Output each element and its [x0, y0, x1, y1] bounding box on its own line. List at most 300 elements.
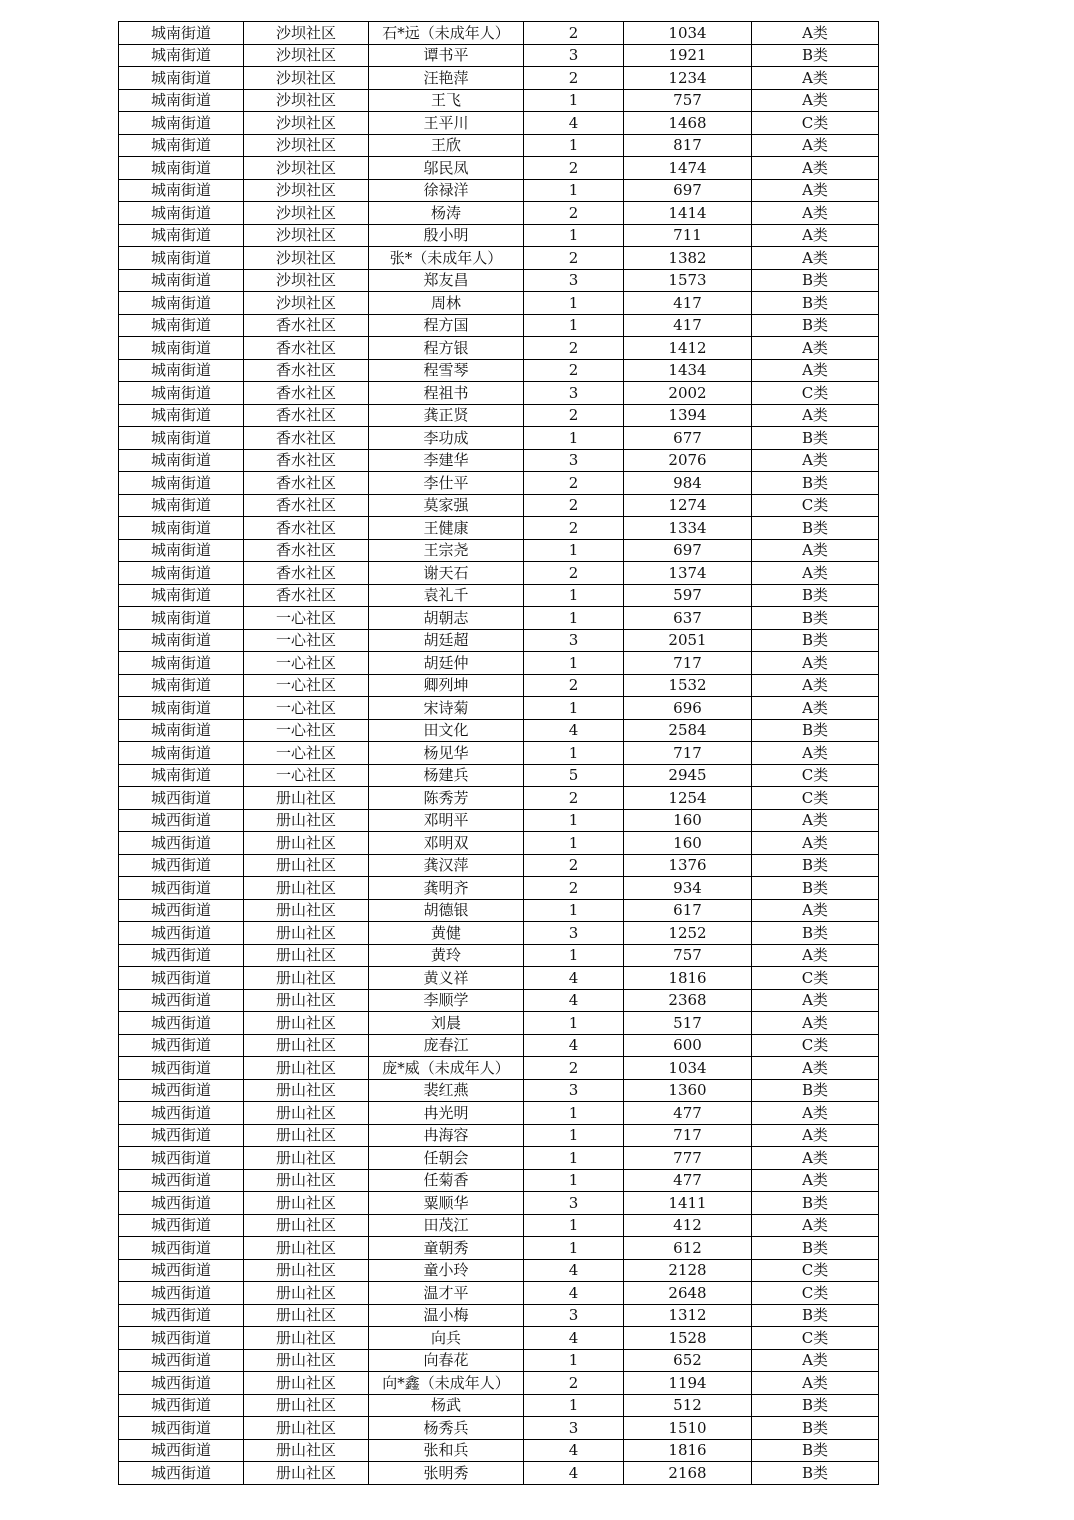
amount-cell: 2945 [624, 764, 752, 787]
community-cell: 册山社区 [244, 989, 369, 1012]
name-cell: 向*鑫（未成年人） [369, 1372, 524, 1395]
name-cell: 李仕平 [369, 472, 524, 495]
table-row [119, 989, 879, 1012]
name-cell: 莫家强 [369, 494, 524, 517]
community-cell: 一心社区 [244, 764, 369, 787]
household-size-cell: 1 [524, 539, 624, 562]
household-size-cell: 2 [524, 404, 624, 427]
category-cell: B类 [752, 1192, 879, 1215]
name-cell: 王欣 [369, 134, 524, 157]
household-size-cell: 1 [524, 607, 624, 630]
amount-cell: 1510 [624, 1417, 752, 1440]
name-cell: 刘晨 [369, 1012, 524, 1035]
street-cell: 城西街道 [119, 854, 244, 877]
amount-cell: 777 [624, 1147, 752, 1170]
street-cell: 城西街道 [119, 1124, 244, 1147]
table-row [119, 1282, 879, 1305]
category-cell: B类 [752, 584, 879, 607]
category-cell: A类 [752, 359, 879, 382]
name-cell: 卿列坤 [369, 674, 524, 697]
table-row [119, 112, 879, 135]
amount-cell: 1374 [624, 562, 752, 585]
category-cell: A类 [752, 157, 879, 180]
table-row [119, 1012, 879, 1035]
name-cell: 杨秀兵 [369, 1417, 524, 1440]
household-size-cell: 1 [524, 1102, 624, 1125]
category-cell: B类 [752, 269, 879, 292]
amount-cell: 696 [624, 697, 752, 720]
amount-cell: 637 [624, 607, 752, 630]
name-cell: 胡朝志 [369, 607, 524, 630]
category-cell: A类 [752, 1169, 879, 1192]
household-size-cell: 1 [524, 1394, 624, 1417]
street-cell: 城西街道 [119, 1169, 244, 1192]
category-cell: B类 [752, 1394, 879, 1417]
street-cell: 城西街道 [119, 1304, 244, 1327]
table-row [119, 787, 879, 810]
category-cell: A类 [752, 179, 879, 202]
amount-cell: 652 [624, 1349, 752, 1372]
community-cell: 沙坝社区 [244, 112, 369, 135]
street-cell: 城西街道 [119, 967, 244, 990]
household-size-cell: 1 [524, 832, 624, 855]
category-cell: B类 [752, 607, 879, 630]
name-cell: 田茂江 [369, 1214, 524, 1237]
amount-cell: 477 [624, 1169, 752, 1192]
table-row [119, 652, 879, 675]
community-cell: 册山社区 [244, 1169, 369, 1192]
name-cell: 龚汉萍 [369, 854, 524, 877]
category-cell: A类 [752, 832, 879, 855]
community-cell: 册山社区 [244, 809, 369, 832]
name-cell: 童小玲 [369, 1259, 524, 1282]
table-row [119, 1349, 879, 1372]
table-row [119, 1102, 879, 1125]
street-cell: 城南街道 [119, 629, 244, 652]
community-cell: 册山社区 [244, 1259, 369, 1282]
name-cell: 裴红燕 [369, 1079, 524, 1102]
table-row [119, 517, 879, 540]
street-cell: 城南街道 [119, 202, 244, 225]
community-cell: 册山社区 [244, 854, 369, 877]
name-cell: 胡廷超 [369, 629, 524, 652]
household-size-cell: 2 [524, 67, 624, 90]
table-row [119, 584, 879, 607]
category-cell: C类 [752, 1282, 879, 1305]
community-cell: 册山社区 [244, 899, 369, 922]
amount-cell: 717 [624, 652, 752, 675]
amount-cell: 1921 [624, 44, 752, 67]
table-row [119, 1214, 879, 1237]
category-cell: A类 [752, 1214, 879, 1237]
category-cell: B类 [752, 1237, 879, 1260]
name-cell: 杨涛 [369, 202, 524, 225]
community-cell: 沙坝社区 [244, 44, 369, 67]
household-size-cell: 3 [524, 1192, 624, 1215]
amount-cell: 2128 [624, 1259, 752, 1282]
street-cell: 城西街道 [119, 1327, 244, 1350]
household-size-cell: 4 [524, 1327, 624, 1350]
household-size-cell: 3 [524, 1304, 624, 1327]
household-size-cell: 2 [524, 247, 624, 270]
community-cell: 香水社区 [244, 494, 369, 517]
amount-cell: 2051 [624, 629, 752, 652]
name-cell: 温才平 [369, 1282, 524, 1305]
household-size-cell: 2 [524, 337, 624, 360]
street-cell: 城西街道 [119, 1282, 244, 1305]
community-cell: 沙坝社区 [244, 292, 369, 315]
amount-cell: 1412 [624, 337, 752, 360]
street-cell: 城西街道 [119, 1102, 244, 1125]
street-cell: 城南街道 [119, 382, 244, 405]
category-cell: B类 [752, 1079, 879, 1102]
community-cell: 香水社区 [244, 337, 369, 360]
category-cell: A类 [752, 247, 879, 270]
street-cell: 城南街道 [119, 584, 244, 607]
amount-cell: 512 [624, 1394, 752, 1417]
community-cell: 册山社区 [244, 1034, 369, 1057]
community-cell: 沙坝社区 [244, 269, 369, 292]
name-cell: 袁礼千 [369, 584, 524, 607]
street-cell: 城西街道 [119, 1439, 244, 1462]
amount-cell: 1468 [624, 112, 752, 135]
table-row [119, 472, 879, 495]
amount-cell: 1034 [624, 22, 752, 45]
street-cell: 城南街道 [119, 494, 244, 517]
household-size-cell: 2 [524, 562, 624, 585]
community-cell: 沙坝社区 [244, 22, 369, 45]
amount-cell: 1376 [624, 854, 752, 877]
table-row [119, 1439, 879, 1462]
name-cell: 童朝秀 [369, 1237, 524, 1260]
category-cell: C类 [752, 764, 879, 787]
household-size-cell: 1 [524, 1124, 624, 1147]
community-cell: 册山社区 [244, 1439, 369, 1462]
table-row [119, 967, 879, 990]
household-size-cell: 2 [524, 1372, 624, 1395]
table-row [119, 89, 879, 112]
household-size-cell: 3 [524, 1417, 624, 1440]
amount-cell: 2648 [624, 1282, 752, 1305]
name-cell: 邓明双 [369, 832, 524, 855]
table-row [119, 832, 879, 855]
household-size-cell: 2 [524, 854, 624, 877]
category-cell: A类 [752, 539, 879, 562]
category-cell: B类 [752, 854, 879, 877]
household-size-cell: 2 [524, 674, 624, 697]
community-cell: 沙坝社区 [244, 224, 369, 247]
allowance-table [118, 21, 879, 1485]
household-size-cell: 2 [524, 877, 624, 900]
name-cell: 李建华 [369, 449, 524, 472]
table-row [119, 1462, 879, 1485]
table-row [119, 449, 879, 472]
category-cell: A类 [752, 1102, 879, 1125]
household-size-cell: 2 [524, 472, 624, 495]
community-cell: 香水社区 [244, 427, 369, 450]
category-cell: A类 [752, 1372, 879, 1395]
household-size-cell: 2 [524, 1057, 624, 1080]
household-size-cell: 1 [524, 1169, 624, 1192]
category-cell: B类 [752, 314, 879, 337]
name-cell: 向春花 [369, 1349, 524, 1372]
street-cell: 城西街道 [119, 1394, 244, 1417]
category-cell: A类 [752, 989, 879, 1012]
household-size-cell: 2 [524, 787, 624, 810]
category-cell: A类 [752, 1012, 879, 1035]
category-cell: A类 [752, 89, 879, 112]
category-cell: A类 [752, 404, 879, 427]
community-cell: 册山社区 [244, 1282, 369, 1305]
street-cell: 城西街道 [119, 1462, 244, 1485]
amount-cell: 1312 [624, 1304, 752, 1327]
household-size-cell: 3 [524, 449, 624, 472]
household-size-cell: 1 [524, 944, 624, 967]
community-cell: 沙坝社区 [244, 179, 369, 202]
community-cell: 册山社区 [244, 1102, 369, 1125]
name-cell: 徐禄洋 [369, 179, 524, 202]
name-cell: 任朝会 [369, 1147, 524, 1170]
amount-cell: 1274 [624, 494, 752, 517]
household-size-cell: 4 [524, 1034, 624, 1057]
community-cell: 香水社区 [244, 359, 369, 382]
table-row [119, 629, 879, 652]
table-row [119, 697, 879, 720]
household-size-cell: 3 [524, 629, 624, 652]
amount-cell: 757 [624, 944, 752, 967]
category-cell: A类 [752, 697, 879, 720]
category-cell: B类 [752, 719, 879, 742]
name-cell: 冉海容 [369, 1124, 524, 1147]
table-row [119, 314, 879, 337]
household-size-cell: 3 [524, 922, 624, 945]
community-cell: 册山社区 [244, 1192, 369, 1215]
street-cell: 城南街道 [119, 427, 244, 450]
amount-cell: 1194 [624, 1372, 752, 1395]
community-cell: 册山社区 [244, 1327, 369, 1350]
table-row [119, 269, 879, 292]
street-cell: 城南街道 [119, 562, 244, 585]
amount-cell: 1573 [624, 269, 752, 292]
name-cell: 任菊香 [369, 1169, 524, 1192]
amount-cell: 711 [624, 224, 752, 247]
household-size-cell: 2 [524, 517, 624, 540]
amount-cell: 717 [624, 742, 752, 765]
amount-cell: 1252 [624, 922, 752, 945]
name-cell: 石*远（未成年人） [369, 22, 524, 45]
category-cell: C类 [752, 787, 879, 810]
table-row [119, 899, 879, 922]
name-cell: 程方国 [369, 314, 524, 337]
category-cell: C类 [752, 967, 879, 990]
amount-cell: 1234 [624, 67, 752, 90]
category-cell: B类 [752, 427, 879, 450]
category-cell: B类 [752, 1417, 879, 1440]
household-size-cell: 1 [524, 179, 624, 202]
table-row [119, 854, 879, 877]
street-cell: 城南街道 [119, 22, 244, 45]
category-cell: A类 [752, 67, 879, 90]
street-cell: 城南街道 [119, 719, 244, 742]
category-cell: B类 [752, 629, 879, 652]
amount-cell: 934 [624, 877, 752, 900]
table-row [119, 202, 879, 225]
table-row [119, 359, 879, 382]
street-cell: 城西街道 [119, 832, 244, 855]
household-size-cell: 4 [524, 1282, 624, 1305]
household-size-cell: 4 [524, 1439, 624, 1462]
street-cell: 城西街道 [119, 1349, 244, 1372]
amount-cell: 1034 [624, 1057, 752, 1080]
amount-cell: 477 [624, 1102, 752, 1125]
name-cell: 王健康 [369, 517, 524, 540]
street-cell: 城南街道 [119, 607, 244, 630]
amount-cell: 2002 [624, 382, 752, 405]
household-size-cell: 4 [524, 1259, 624, 1282]
category-cell: A类 [752, 742, 879, 765]
amount-cell: 1528 [624, 1327, 752, 1350]
category-cell: B类 [752, 1439, 879, 1462]
category-cell: A类 [752, 899, 879, 922]
table-row [119, 1394, 879, 1417]
household-size-cell: 4 [524, 989, 624, 1012]
table-row [119, 1124, 879, 1147]
street-cell: 城南街道 [119, 89, 244, 112]
category-cell: C类 [752, 494, 879, 517]
community-cell: 一心社区 [244, 652, 369, 675]
amount-cell: 984 [624, 472, 752, 495]
community-cell: 香水社区 [244, 449, 369, 472]
table-row [119, 157, 879, 180]
name-cell: 庞春江 [369, 1034, 524, 1057]
table-row [119, 224, 879, 247]
community-cell: 一心社区 [244, 697, 369, 720]
community-cell: 香水社区 [244, 562, 369, 585]
community-cell: 香水社区 [244, 314, 369, 337]
household-size-cell: 1 [524, 89, 624, 112]
household-size-cell: 4 [524, 1462, 624, 1485]
table-row [119, 674, 879, 697]
category-cell: C类 [752, 1259, 879, 1282]
table-row [119, 1034, 879, 1057]
table-row [119, 247, 879, 270]
name-cell: 龚明齐 [369, 877, 524, 900]
community-cell: 一心社区 [244, 607, 369, 630]
table-row [119, 1169, 879, 1192]
street-cell: 城南街道 [119, 67, 244, 90]
community-cell: 册山社区 [244, 1349, 369, 1372]
community-cell: 册山社区 [244, 1214, 369, 1237]
community-cell: 香水社区 [244, 382, 369, 405]
street-cell: 城南街道 [119, 359, 244, 382]
amount-cell: 1360 [624, 1079, 752, 1102]
community-cell: 香水社区 [244, 584, 369, 607]
amount-cell: 697 [624, 539, 752, 562]
community-cell: 沙坝社区 [244, 67, 369, 90]
amount-cell: 2168 [624, 1462, 752, 1485]
street-cell: 城南街道 [119, 697, 244, 720]
name-cell: 温小梅 [369, 1304, 524, 1327]
community-cell: 沙坝社区 [244, 157, 369, 180]
street-cell: 城西街道 [119, 1147, 244, 1170]
community-cell: 册山社区 [244, 922, 369, 945]
category-cell: A类 [752, 562, 879, 585]
table-row [119, 292, 879, 315]
household-size-cell: 1 [524, 224, 624, 247]
amount-cell: 517 [624, 1012, 752, 1035]
community-cell: 沙坝社区 [244, 89, 369, 112]
community-cell: 一心社区 [244, 629, 369, 652]
amount-cell: 1382 [624, 247, 752, 270]
name-cell: 杨建兵 [369, 764, 524, 787]
street-cell: 城南街道 [119, 247, 244, 270]
household-size-cell: 3 [524, 44, 624, 67]
category-cell: A类 [752, 944, 879, 967]
household-size-cell: 2 [524, 494, 624, 517]
name-cell: 庞*威（未成年人） [369, 1057, 524, 1080]
table-row [119, 22, 879, 45]
name-cell: 宋诗菊 [369, 697, 524, 720]
household-size-cell: 1 [524, 427, 624, 450]
category-cell: A类 [752, 134, 879, 157]
name-cell: 王宗尧 [369, 539, 524, 562]
table-row [119, 44, 879, 67]
name-cell: 黄义祥 [369, 967, 524, 990]
category-cell: C类 [752, 382, 879, 405]
community-cell: 香水社区 [244, 472, 369, 495]
name-cell: 邬民凤 [369, 157, 524, 180]
name-cell: 殷小明 [369, 224, 524, 247]
category-cell: B类 [752, 922, 879, 945]
amount-cell: 757 [624, 89, 752, 112]
amount-cell: 597 [624, 584, 752, 607]
category-cell: C类 [752, 1034, 879, 1057]
street-cell: 城南街道 [119, 517, 244, 540]
household-size-cell: 2 [524, 157, 624, 180]
amount-cell: 1532 [624, 674, 752, 697]
street-cell: 城西街道 [119, 1079, 244, 1102]
household-size-cell: 2 [524, 22, 624, 45]
street-cell: 城南街道 [119, 292, 244, 315]
category-cell: A类 [752, 1057, 879, 1080]
name-cell: 程祖书 [369, 382, 524, 405]
street-cell: 城西街道 [119, 1034, 244, 1057]
household-size-cell: 4 [524, 967, 624, 990]
name-cell: 粟顺华 [369, 1192, 524, 1215]
community-cell: 沙坝社区 [244, 247, 369, 270]
community-cell: 沙坝社区 [244, 202, 369, 225]
community-cell: 香水社区 [244, 539, 369, 562]
household-size-cell: 1 [524, 809, 624, 832]
community-cell: 册山社区 [244, 944, 369, 967]
amount-cell: 1816 [624, 967, 752, 990]
category-cell: A类 [752, 337, 879, 360]
name-cell: 汪艳萍 [369, 67, 524, 90]
table-row [119, 719, 879, 742]
street-cell: 城南街道 [119, 134, 244, 157]
category-cell: A类 [752, 224, 879, 247]
street-cell: 城西街道 [119, 922, 244, 945]
street-cell: 城西街道 [119, 1237, 244, 1260]
street-cell: 城南街道 [119, 764, 244, 787]
household-size-cell: 3 [524, 1079, 624, 1102]
table-row [119, 67, 879, 90]
community-cell: 册山社区 [244, 1147, 369, 1170]
name-cell: 周林 [369, 292, 524, 315]
table-row [119, 179, 879, 202]
street-cell: 城西街道 [119, 1192, 244, 1215]
street-cell: 城南街道 [119, 224, 244, 247]
